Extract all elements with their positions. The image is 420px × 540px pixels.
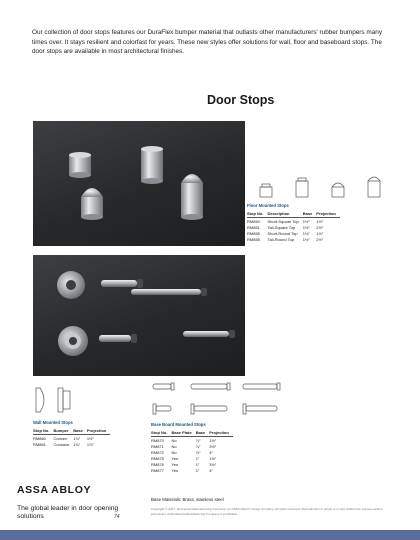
baseboard-stops-drawings: [151, 380, 281, 423]
footer-bar: [0, 530, 420, 540]
table-cell: Convex: [53, 435, 68, 441]
column-header: Projection: [209, 430, 233, 437]
table-cell: RM875: [151, 455, 164, 461]
floor-stops-table: [247, 211, 340, 242]
column-header: Projection: [316, 211, 340, 218]
table-row: [247, 236, 340, 242]
table-cell: Yes: [171, 455, 178, 461]
table-cell: Short-Round Top: [267, 230, 298, 236]
table-cell: 1½″: [302, 230, 310, 236]
table-cell: 1½″: [209, 455, 217, 461]
tall-round-stop-image: [181, 174, 203, 220]
column-header: Stop No.: [33, 428, 53, 435]
intro-paragraph: Our collection of door stops features our DuraFlex bumper material that outlasts other manufacturers' rubber bumpers many times over. It stays resilient and colorfast for years. These new styles offer solutions for wall, floor and baseboard stops. The door stops are available in most architectural finishes.: [32, 29, 383, 56]
baseboard-stops-image: [99, 279, 235, 343]
table-cell: 4″: [209, 449, 213, 455]
floor-stops-caption: Floor Mounted Stops: [247, 203, 289, 208]
wall-stops-caption: Wall Mounted Stops: [33, 420, 73, 425]
column-header: Base: [73, 428, 87, 435]
table-cell: 1½″: [86, 435, 94, 441]
column-header: Base: [196, 430, 210, 437]
convex-wall-stop-image: [57, 271, 85, 299]
tagline: The global leader in door opening solutions: [17, 505, 119, 520]
table-cell: No: [171, 449, 177, 455]
table-cell: 1½″: [316, 218, 324, 224]
table-cell: No: [171, 443, 177, 449]
table-cell: 2½″: [316, 224, 324, 230]
table-cell: 1″: [195, 461, 200, 467]
table-cell: 1¾″: [73, 441, 81, 447]
table-cell: Tall-Round Top: [267, 236, 295, 242]
table-cell: 1¾″: [73, 435, 81, 441]
table-cell: 4″: [209, 467, 213, 473]
wall-stops-drawings: [34, 386, 84, 419]
column-header: Base Plate: [171, 430, 195, 437]
column-header: Base: [303, 211, 317, 218]
table-cell: 3½″: [209, 461, 217, 467]
base-materials-note: Base Materials: Brass, stainless steel: [151, 497, 224, 502]
page-title: Door Stops: [207, 93, 275, 107]
wall-stops-table: [33, 428, 110, 447]
tall-square-stop-image: [141, 146, 163, 184]
table-cell: Yes: [171, 461, 178, 467]
table-cell: 1½″: [209, 437, 217, 443]
column-header: Stop No.: [247, 211, 267, 218]
short-square-stop-image: [69, 152, 91, 178]
table-cell: RM855: [247, 230, 260, 236]
table-cell: RM851: [247, 224, 260, 230]
table-cell: ⅞″: [195, 437, 201, 443]
table-cell: 1⅞″: [86, 441, 94, 447]
table-cell: Yes: [171, 467, 178, 473]
table-cell: 1½″: [302, 236, 310, 242]
table-cell: 2½″: [316, 236, 324, 242]
table-cell: RM861: [33, 441, 46, 447]
table-cell: Tall-Square Top: [267, 224, 296, 230]
floor-stops-drawings: [258, 173, 408, 206]
table-cell: RM856: [247, 236, 260, 242]
copyright-notice: Copyright © 2017, Rockwood Manufacturing Company, an ASSA ABLOY Group company. All rights reserved. Reproduction in whole or in part without the express written permission of Rockwood Manufacturing Company is prohibited.: [151, 507, 383, 516]
column-header: Projection: [87, 428, 111, 435]
table-row: [33, 441, 110, 447]
table-cell: RM871: [151, 443, 164, 449]
assa-abloy-logo: ASSA ABLOY: [17, 484, 92, 496]
baseboard-stops-table: [151, 430, 233, 473]
floor-stops-photo: [33, 121, 245, 246]
page-number: 74: [114, 514, 120, 520]
column-header: Stop No.: [151, 430, 171, 437]
table-cell: 3½″: [209, 443, 217, 449]
table-cell: RM870: [151, 437, 164, 443]
table-cell: 1½″: [316, 230, 324, 236]
table-row: [151, 467, 233, 473]
table-cell: RM860: [33, 435, 46, 441]
table-cell: 1″: [195, 455, 200, 461]
table-cell: ⅞″: [195, 449, 201, 455]
table-cell: RM850: [247, 218, 260, 224]
table-cell: ⅞″: [195, 443, 201, 449]
table-cell: No: [171, 437, 177, 443]
column-header: Bumper: [53, 428, 73, 435]
short-round-stop-image: [81, 188, 103, 220]
baseboard-stops-caption: Base Board Mounted Stops: [151, 422, 206, 427]
table-cell: Concave: [53, 441, 70, 447]
table-cell: Short-Square Top: [267, 218, 299, 224]
table-cell: 1½″: [302, 218, 310, 224]
table-cell: RM872: [151, 449, 164, 455]
wall-baseboard-stops-photo: [33, 255, 245, 376]
column-header: Description: [267, 211, 302, 218]
table-cell: RM876: [151, 461, 164, 467]
concave-wall-stop-image: [58, 326, 88, 356]
table-cell: 1″: [195, 467, 200, 473]
table-cell: 1½″: [302, 224, 310, 230]
table-cell: RM877: [151, 467, 164, 473]
